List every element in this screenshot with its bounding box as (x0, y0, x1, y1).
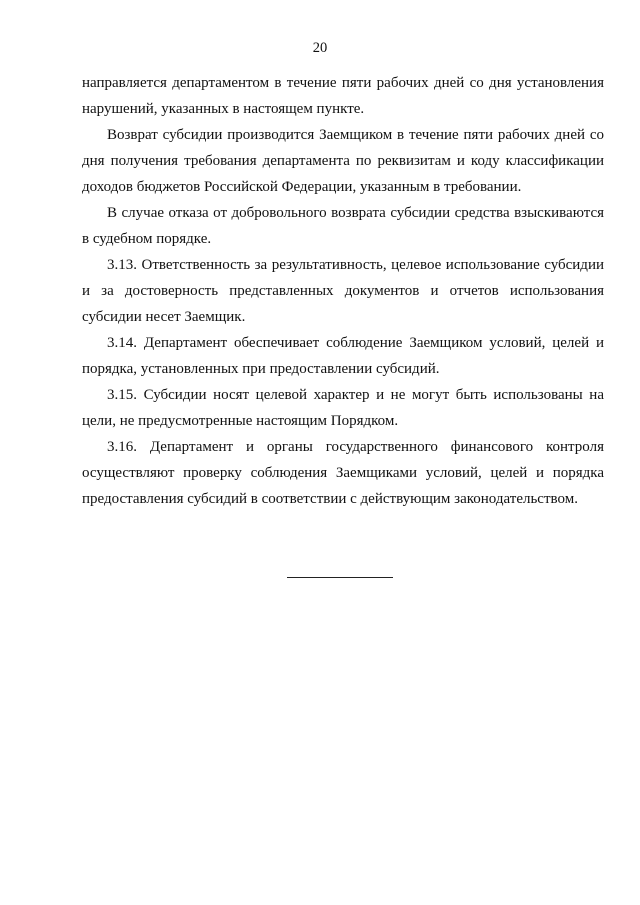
paragraph-3-13: 3.13. Ответственность за результативность, целевое использование субсидии и за достоверность представленных документов и отчетов использования субсидии несет Заемщик. (82, 257, 604, 325)
page-number: 20 (312, 40, 328, 56)
paragraph-court-recovery: В случае отказа от добровольного возврата субсидии средства взыскиваются в судебном порядке. (82, 205, 604, 247)
end-separator-line (287, 577, 393, 578)
paragraph-3-16: 3.16. Департамент и органы государственного финансового контроля осуществляют проверку соблюдения Заемщиками условий, целей и порядка предоставления субсидий в соответствии с действующим законодательством. (82, 439, 604, 507)
paragraph-subsidy-return: Возврат субсидии производится Заемщиком в течение пяти рабочих дней со дня получения требования департамента по реквизитам и коду классификации доходов бюджетов Российской Федерации, указанным в требовании. (82, 127, 604, 195)
paragraph-3-14: 3.14. Департамент обеспечивает соблюдение Заемщиком условий, целей и порядка, установленных при предоставлении субсидий. (82, 335, 604, 377)
paragraph-continuation: направляется департаментом в течение пяти рабочих дней со дня установления нарушений, указанных в настоящем пункте. (82, 75, 604, 117)
document-body (82, 70, 604, 512)
paragraph-3-15: 3.15. Субсидии носят целевой характер и не могут быть использованы на цели, не предусмотренные настоящим Порядком. (82, 387, 604, 429)
